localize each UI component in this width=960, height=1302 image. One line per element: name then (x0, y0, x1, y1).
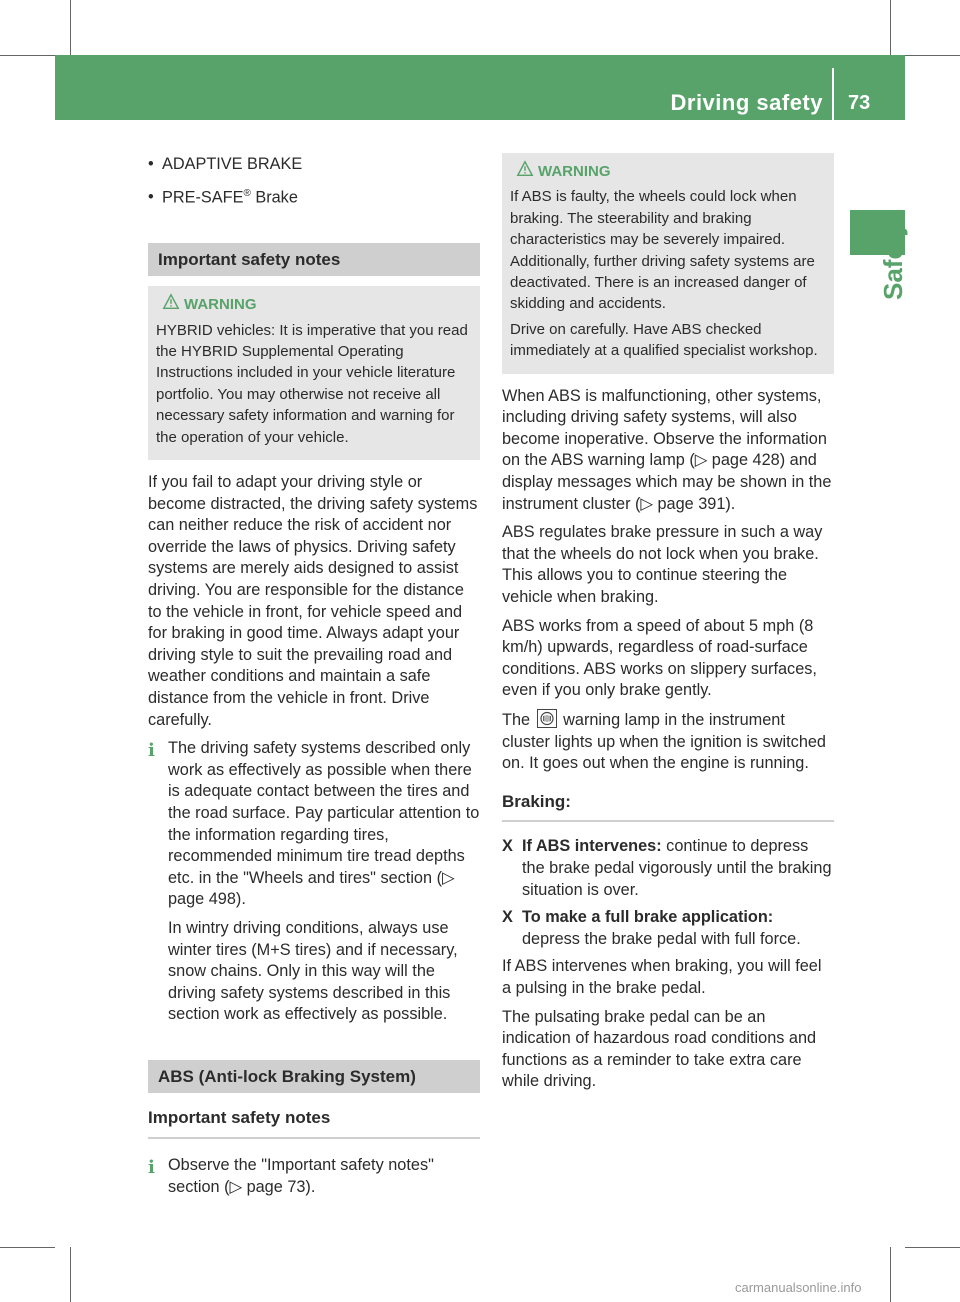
watermark: carmanualsonline.info (735, 1280, 862, 1295)
info-note (148, 1155, 480, 1198)
crop-mark (0, 55, 55, 56)
right-column (502, 153, 834, 1100)
warning-triangle-icon (162, 293, 180, 311)
section-heading: Important safety notes (148, 243, 480, 277)
abs-warning-lamp-icon (537, 709, 557, 728)
info-icon: i (148, 740, 155, 762)
warning-triangle-icon (516, 160, 534, 178)
page-number: 73 (848, 92, 871, 114)
crop-mark (905, 1247, 960, 1248)
info-text: The driving safety systems described only work as effectively as possible when there is adequate contact between the tires and the road surface. Pay particular attention to the information regarding tires, recommended minimum tire tread depths etc. in the "Wheels and tires" section (▷ page 498). (168, 739, 480, 909)
side-tab-label: Safety (878, 221, 908, 300)
crop-mark (70, 0, 71, 55)
info-text: Observe the "Important safety notes" section (▷ page 73). (168, 1156, 434, 1196)
crop-mark (890, 1247, 891, 1302)
step-marker-icon: X (502, 908, 513, 927)
body-paragraph: If ABS intervenes when braking, you will feel a pulsing in the brake pedal. (502, 957, 822, 997)
step-item: X To make a full brake application: depress the brake pedal with full force. (502, 908, 801, 948)
crop-mark (70, 1247, 71, 1302)
info-text: In wintry driving conditions, always use winter tires (M+S tires) and if necessary, snow chains. Only in this way will the driving safety systems described in this section work as effectively as possible. (168, 918, 458, 1024)
subsection-heading: Braking: (502, 791, 834, 823)
body-paragraph: When ABS is malfunctioning, other systems, including driving safety systems, will also become inoperative. Observe the information on the ABS warning lamp (▷ page 428) and display messages which may be shown in the instrument cluster (▷ page 391). (502, 386, 832, 513)
body-paragraph: ABS works from a speed of about 5 mph (8 km/h) upwards, regardless of road-surface conditions. ABS works on slippery surfaces, even if you only brake gently. (502, 616, 817, 700)
body-paragraph: If you fail to adapt your driving style or become distracted, the driving safety systems can neither reduce the risk of accident nor override the laws of physics. Driving safety systems are merely aids designed to assist driving. You are responsible for the distance to the vehicle in front, for vehicle speed and for braking in good time. Always adapt your driving style to suit the prevailing road and weather conditions and maintain a safe distance from the vehicle in front. Drive carefully. (148, 473, 478, 729)
page-title: Driving safety systems (670, 90, 823, 141)
warning-title: WARNING (184, 294, 472, 315)
subsection-heading: Important safety notes (148, 1107, 480, 1139)
warning-title: WARNING (538, 161, 826, 182)
warning-text: HYBRID vehicles: It is imperative that you read the HYBRID Supplemental Operating Instructions included in your vehicle literature portfolio. You may otherwise not receive all necessary safety information and warning for the operation of your vehicle. (156, 321, 468, 446)
header-divider (832, 68, 834, 120)
body-paragraph: The warning lamp in the instrument cluster lights up when the ignition is switched on. It goes out when the engine is running. (502, 710, 826, 773)
warning-box (502, 153, 834, 374)
step-marker-icon: X (502, 837, 513, 856)
left-column (148, 154, 480, 1205)
section-heading: ABS (Anti-lock Braking System) (148, 1060, 480, 1094)
body-paragraph: ABS regulates brake pressure in such a way that the wheels do not lock when you brake. This allows you to continue steering the vehicle when braking. (502, 523, 823, 606)
list-item: • PRE-SAFE® Brake (148, 187, 298, 207)
crop-mark (890, 0, 891, 55)
crop-mark (0, 1247, 55, 1248)
list-item: • ADAPTIVE BRAKE (148, 155, 303, 173)
body-paragraph: The pulsating brake pedal can be an indication of hazardous road conditions and functions as a reminder to take extra care while driving. (502, 1007, 817, 1091)
info-note (148, 738, 480, 1026)
step-item: X If ABS intervenes: continue to depress the brake pedal vigorously until the braking situation is over. (502, 837, 832, 899)
warning-text: Drive on carefully. Have ABS checked immediately at a qualified specialist workshop. (510, 320, 818, 360)
crop-mark (905, 55, 960, 56)
warning-box (148, 286, 480, 460)
info-icon: i (148, 1157, 155, 1179)
warning-text: If ABS is faulty, the wheels could lock when braking. The steerability and braking characteristics may be severely impaired. Additionally, further driving safety systems are deactivated. There is an increased danger of skidding and accidents. (510, 188, 815, 313)
